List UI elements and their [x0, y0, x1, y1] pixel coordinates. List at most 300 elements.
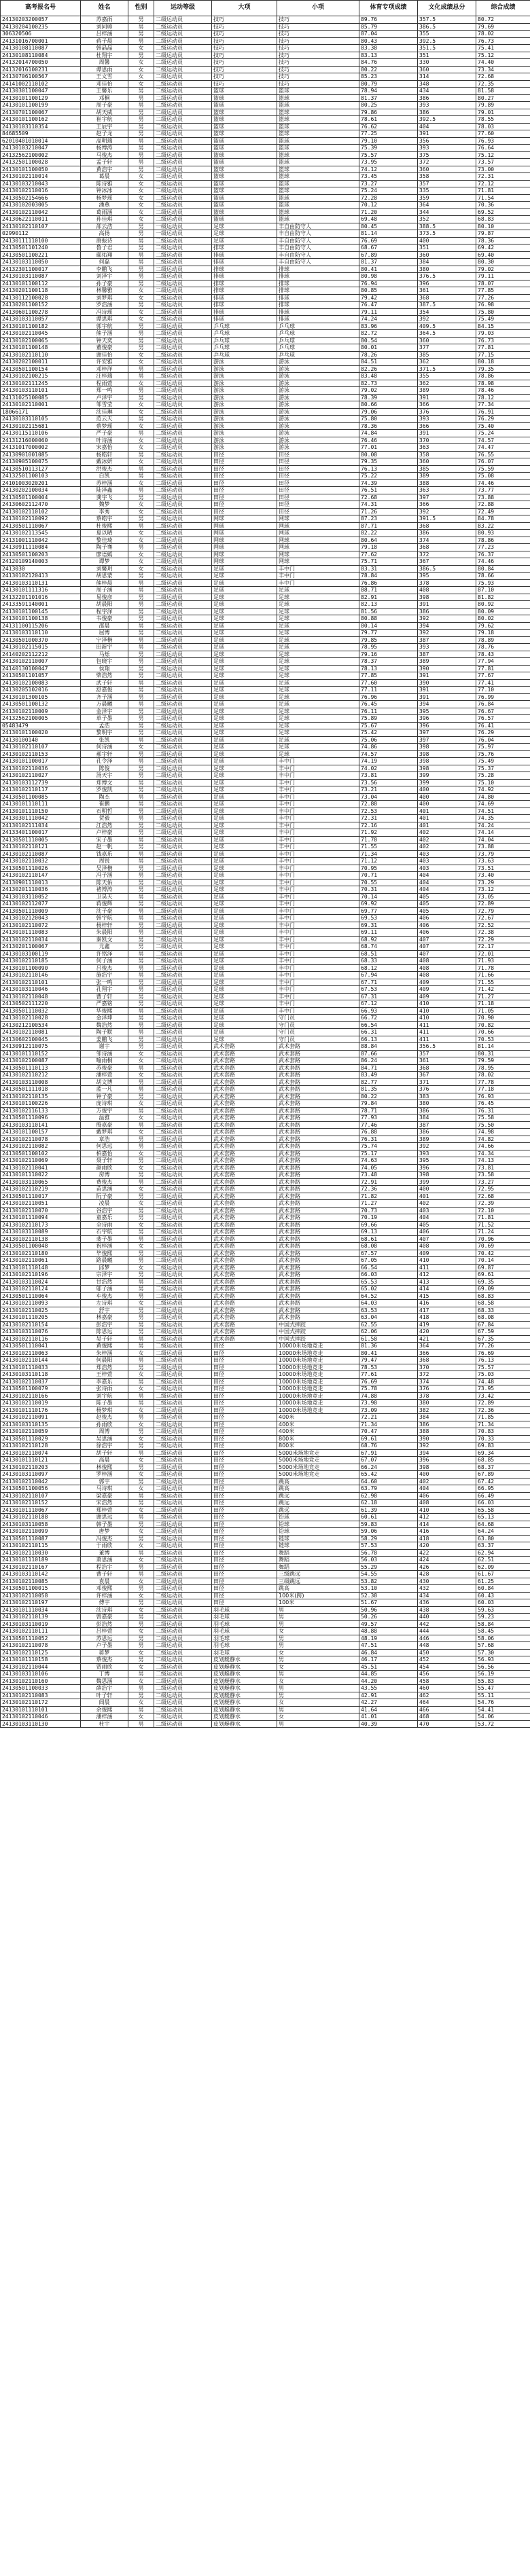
table-row — [1, 387, 530, 395]
cell-gender: 男 — [128, 622, 154, 630]
cell-name: 卢子墨 — [81, 1642, 128, 1650]
cell-sport-event: 丰中门 — [277, 1000, 359, 1008]
cell-sport-event: 田径 — [277, 458, 359, 466]
cell-sport-event: 篮球 — [277, 173, 359, 181]
cell-sport-category: 足球 — [212, 929, 277, 937]
cell-sport-category: 足球 — [212, 601, 277, 609]
cell-registration-number: 24130102110167 — [1, 1563, 81, 1571]
cell-culture-score: 397 — [418, 736, 476, 744]
cell-gender: 女 — [128, 80, 154, 88]
cell-gender: 男 — [128, 159, 154, 166]
cell-name: 李鹏飞 — [81, 266, 128, 273]
cell-sport-event: 三级跳远 — [277, 1571, 359, 1578]
cell-sport-category: 田径 — [212, 1542, 277, 1550]
cell-culture-score: 366 — [418, 422, 476, 430]
table-row — [1, 1435, 530, 1443]
cell-sport-event: 技巧 — [277, 59, 359, 67]
table-row — [1, 1500, 530, 1507]
cell-name: 费俊杰 — [81, 1178, 128, 1186]
cell-sport-event: 足球 — [277, 687, 359, 694]
cell-overall-score: 71.27 — [476, 993, 530, 1000]
cell-sport-score: 76.96 — [359, 693, 418, 701]
cell-sport-score: 78.37 — [359, 658, 418, 666]
cell-sport-category: 排球 — [212, 294, 277, 302]
cell-athlete-level: 二级运动员 — [154, 1699, 212, 1707]
cell-overall-score: 72.36 — [476, 1407, 530, 1414]
cell-gender: 女 — [128, 1628, 154, 1635]
cell-sport-score: 67.07 — [359, 1457, 418, 1464]
cell-gender: 男 — [128, 601, 154, 609]
cell-overall-score: 54.76 — [476, 1699, 530, 1707]
cell-name: 黎佳琦 — [81, 537, 128, 544]
cell-overall-score: 80.31 — [476, 1050, 530, 1057]
cell-registration-number: 24130101100162 — [1, 116, 81, 124]
cell-gender: 女 — [128, 458, 154, 466]
cell-athlete-level: 二级运动员 — [154, 573, 212, 580]
cell-overall-score: 77.67 — [476, 672, 530, 680]
cell-sport-category: 田径 — [212, 1385, 277, 1393]
cell-sport-category: 武术套路 — [212, 1221, 277, 1229]
cell-sport-category: 足球 — [212, 223, 277, 230]
cell-gender: 男 — [128, 31, 154, 38]
cell-registration-number: 24130102110058 — [1, 1592, 81, 1599]
cell-registration-number: 24130102110041 — [1, 1164, 81, 1172]
cell-sport-category: 足球 — [212, 665, 277, 672]
cell-sport-event: 网球 — [277, 558, 359, 566]
cell-name: 万俊宇 — [81, 1107, 128, 1114]
table-row — [1, 1321, 530, 1328]
table-row — [1, 159, 530, 166]
cell-sport-category: 足球 — [212, 936, 277, 943]
cell-culture-score: 392 — [418, 316, 476, 323]
cell-gender: 男 — [128, 1642, 154, 1650]
cell-sport-event: 游泳 — [277, 380, 359, 387]
cell-registration-number: 24130501110087 — [1, 1535, 81, 1542]
cell-name: 颜雨欣 — [81, 1164, 128, 1172]
cell-name: 严子豪 — [81, 430, 128, 437]
cell-overall-score: 84.15 — [476, 323, 530, 330]
cell-registration-number: 24130103110024 — [1, 1278, 81, 1286]
cell-sport-event: 游泳 — [277, 430, 359, 437]
cell-gender: 女 — [128, 59, 154, 67]
cell-sport-category: 足球 — [212, 736, 277, 744]
cell-overall-score: 70.53 — [476, 1036, 530, 1043]
table-row — [1, 187, 530, 195]
cell-sport-event: 技巧 — [277, 66, 359, 73]
cell-sport-score: 64.52 — [359, 1292, 418, 1300]
cell-sport-category: 武术套路 — [212, 1136, 277, 1143]
cell-sport-category: 足球 — [212, 915, 277, 922]
cell-overall-score: 61.25 — [476, 1578, 530, 1585]
cell-sport-score: 74.57 — [359, 750, 418, 758]
cell-registration-number: 24130102003005 — [1, 202, 81, 209]
cell-name: 童嘉乐 — [81, 1214, 128, 1222]
cell-registration-number: 24130102110037 — [1, 1378, 81, 1385]
cell-sport-event: 足球 — [277, 615, 359, 623]
cell-name: 叶子轩 — [81, 1692, 128, 1699]
table-row — [1, 1357, 530, 1364]
cell-sport-category: 游泳 — [212, 365, 277, 373]
cell-athlete-level: 二级运动员 — [154, 1129, 212, 1136]
cell-culture-score: 403 — [418, 858, 476, 865]
cell-registration-number: 24130102110082 — [1, 1143, 81, 1150]
cell-registration-number: 18066171 — [1, 408, 81, 416]
cell-registration-number: 24130501100085 — [1, 793, 81, 801]
cell-sport-event: 丰中门 — [277, 815, 359, 822]
cell-sport-score: 78.84 — [359, 573, 418, 580]
cell-athlete-level: 二级运动员 — [154, 1328, 212, 1336]
cell-gender: 女 — [128, 1150, 154, 1157]
cell-culture-score: 408 — [418, 1243, 476, 1250]
cell-sport-score: 70.14 — [359, 893, 418, 901]
cell-overall-score: 79.89 — [476, 102, 530, 109]
cell-sport-event: 武术套路 — [277, 1292, 359, 1300]
cell-registration-number: 24130103110065 — [1, 1178, 81, 1186]
cell-overall-score: 69.09 — [476, 1286, 530, 1293]
table-row — [1, 551, 530, 558]
table-row — [1, 1464, 530, 1471]
cell-overall-score: 74.46 — [476, 479, 530, 487]
cell-sport-score: 70.31 — [359, 886, 418, 894]
cell-culture-score: 409 — [418, 1250, 476, 1257]
cell-sport-score: 62.18 — [359, 1500, 418, 1507]
table-row — [1, 1093, 530, 1100]
cell-athlete-level: 二级运动员 — [154, 1599, 212, 1607]
cell-culture-score: 391 — [418, 601, 476, 609]
cell-gender: 男 — [128, 1314, 154, 1322]
cell-sport-category: 田径 — [212, 1349, 277, 1357]
cell-athlete-level: 二级运动员 — [154, 365, 212, 373]
table-row — [1, 943, 530, 951]
cell-gender: 女 — [128, 479, 154, 487]
cell-sport-score: 45.51 — [359, 1663, 418, 1671]
cell-sport-event: 排球 — [277, 266, 359, 273]
cell-gender: 女 — [128, 1592, 154, 1599]
cell-overall-score: 65.58 — [476, 1506, 530, 1514]
cell-name: 梁嘉豪 — [81, 1492, 128, 1500]
cell-sport-category: 武术套路 — [212, 1050, 277, 1057]
cell-sport-event: 武术套路 — [277, 1057, 359, 1065]
cell-sport-score: 73.04 — [359, 793, 418, 801]
table-row — [1, 858, 530, 865]
cell-sport-category: 足球 — [212, 886, 277, 894]
cell-name: 邓桐 — [81, 94, 128, 102]
cell-sport-category: 乒乓球 — [212, 344, 277, 352]
cell-name: 钟天奕 — [81, 337, 128, 344]
cell-sport-category: 田径 — [212, 1428, 277, 1436]
cell-sport-event: 丰中门 — [277, 958, 359, 965]
cell-athlete-level: 二级运动员 — [154, 1492, 212, 1500]
cell-sport-category: 游泳 — [212, 359, 277, 366]
cell-athlete-level: 二级运动员 — [154, 1535, 212, 1542]
cell-sport-category: 足球 — [212, 765, 277, 772]
cell-athlete-level: 二级运动员 — [154, 52, 212, 59]
cell-overall-score: 76.91 — [476, 408, 530, 416]
cell-sport-score: 73.95 — [359, 159, 418, 166]
cell-sport-score: 79.02 — [359, 387, 418, 395]
cell-registration-number: 24130102111034 — [1, 822, 81, 829]
cell-athlete-level: 二级运动员 — [154, 587, 212, 594]
cell-overall-score: 79.02 — [476, 266, 530, 273]
cell-registration-number: 24130501100221 — [1, 251, 81, 259]
cell-sport-score: 70.71 — [359, 872, 418, 879]
cell-athlete-level: 二级运动员 — [154, 116, 212, 124]
table-row — [1, 1314, 530, 1322]
cell-sport-event: 游泳 — [277, 373, 359, 380]
cell-sport-category: 游泳 — [212, 380, 277, 387]
cell-gender: 男 — [128, 1214, 154, 1222]
cell-athlete-level: 二级运动员 — [154, 744, 212, 751]
cell-athlete-level: 二级运动员 — [154, 1528, 212, 1536]
cell-sport-event: 100米(跨) — [277, 1592, 359, 1599]
cell-athlete-level: 一级运动员 — [154, 223, 212, 230]
cell-sport-event: 武术套路 — [277, 1193, 359, 1200]
cell-gender: 男 — [128, 879, 154, 886]
cell-registration-number: 24130102100083 — [1, 679, 81, 687]
cell-sport-event: 武术套路 — [277, 1150, 359, 1157]
cell-sport-score: 75.22 — [359, 473, 418, 480]
cell-athlete-level: 二级运动员 — [154, 579, 212, 587]
cell-registration-number: 24130102110128 — [1, 1443, 81, 1450]
cell-registration-number: 24130103210047 — [1, 145, 81, 152]
table-row — [1, 273, 530, 280]
cell-gender: 女 — [128, 1699, 154, 1707]
cell-name: 彭浩然 — [81, 1620, 128, 1628]
cell-sport-score: 72.68 — [359, 494, 418, 501]
cell-sport-score: 76.51 — [359, 487, 418, 494]
cell-overall-score: 76.29 — [476, 729, 530, 737]
cell-gender: 男 — [128, 244, 154, 252]
cell-overall-score: 69.42 — [476, 244, 530, 252]
cell-sport-event: 篮球 — [277, 202, 359, 209]
cell-sport-event: 丰中门 — [277, 979, 359, 986]
cell-sport-category: 武术套路 — [212, 1214, 277, 1222]
cell-sport-category: 田径 — [212, 451, 277, 458]
cell-sport-event: 男 — [277, 1656, 359, 1664]
cell-gender: 女 — [128, 401, 154, 409]
cell-overall-score: 56.56 — [476, 1663, 530, 1671]
cell-sport-score: 84.51 — [359, 359, 418, 366]
cell-sport-event: 篮球 — [277, 137, 359, 145]
cell-sport-score: 76.62 — [359, 123, 418, 130]
cell-name: 余俊熙 — [81, 1706, 128, 1713]
cell-gender: 男 — [128, 1015, 154, 1022]
cell-sport-category: 田径 — [212, 1571, 277, 1578]
cell-athlete-level: 二级运动员 — [154, 1435, 212, 1443]
cell-gender: 男 — [128, 615, 154, 623]
cell-overall-score: 72.79 — [476, 907, 530, 915]
cell-sport-category: 足球 — [212, 758, 277, 765]
cell-gender: 男 — [128, 986, 154, 994]
cell-registration-number: 24130102110028 — [1, 1015, 81, 1022]
cell-sport-event: 女 — [277, 1699, 359, 1707]
cell-sport-event: 排球 — [277, 316, 359, 323]
cell-sport-category: 篮球 — [212, 208, 277, 216]
cell-sport-event: 足球 — [277, 672, 359, 680]
table-row — [1, 665, 530, 672]
cell-gender: 男 — [128, 16, 154, 24]
table-row — [1, 1443, 530, 1450]
cell-sport-event: 丰中门 — [277, 936, 359, 943]
cell-sport-category: 田径 — [212, 479, 277, 487]
cell-name: 柴浩然 — [81, 672, 128, 680]
cell-gender: 女 — [128, 1557, 154, 1564]
cell-gender: 男 — [128, 465, 154, 473]
cell-athlete-level: 二级运动员 — [154, 237, 212, 244]
cell-culture-score: 410 — [418, 1015, 476, 1022]
cell-name: 孙佳琪 — [81, 216, 128, 223]
cell-sport-category: 足球 — [212, 565, 277, 573]
cell-culture-score: 404 — [418, 879, 476, 886]
cell-athlete-level: 二级运动员 — [154, 594, 212, 601]
cell-sport-event: 游泳 — [277, 394, 359, 401]
cell-athlete-level: 二级运动员 — [154, 750, 212, 758]
table-row — [1, 1214, 530, 1222]
cell-sport-score: 67.94 — [359, 972, 418, 979]
cell-sport-category: 乒乓球 — [212, 323, 277, 330]
table-row — [1, 180, 530, 187]
cell-gender: 女 — [128, 380, 154, 387]
cell-name: 刘泽宇 — [81, 273, 128, 280]
cell-gender: 男 — [128, 430, 154, 437]
cell-sport-event: 丰中门 — [277, 801, 359, 808]
cell-culture-score: 409 — [418, 979, 476, 986]
cell-gender: 男 — [128, 1121, 154, 1129]
cell-registration-number: 24130501110017 — [1, 1193, 81, 1200]
cell-registration-number: 24130103110131 — [1, 579, 81, 587]
cell-culture-score: 384 — [418, 1414, 476, 1421]
cell-gender: 男 — [128, 608, 154, 615]
cell-sport-score: 79.18 — [359, 544, 418, 551]
cell-registration-number: 24130103110019 — [1, 1620, 81, 1628]
cell-sport-event: 丰中门 — [277, 993, 359, 1000]
cell-sport-category: 足球 — [212, 822, 277, 829]
table-row — [1, 893, 530, 901]
cell-overall-score: 74.92 — [476, 786, 530, 794]
cell-athlete-level: 二级运动员 — [154, 1464, 212, 1471]
header-name: 姓名 — [81, 1, 128, 16]
cell-overall-score: 73.57 — [476, 159, 530, 166]
cell-sport-event: 排球 — [277, 280, 359, 287]
cell-gender: 男 — [128, 1292, 154, 1300]
table-row — [1, 194, 530, 202]
cell-sport-event: 男 — [277, 1635, 359, 1642]
cell-registration-number: 24130102110117 — [1, 786, 81, 794]
cell-sport-score: 80.22 — [359, 1093, 418, 1100]
cell-sport-event: 丰中门 — [277, 808, 359, 815]
cell-gender: 女 — [128, 1528, 154, 1536]
cell-sport-score: 81.37 — [359, 259, 418, 266]
table-row — [1, 1057, 530, 1065]
cell-overall-score: 71.34 — [476, 1421, 530, 1428]
cell-culture-score: 416 — [418, 1300, 476, 1307]
cell-sport-score: 80.98 — [359, 273, 418, 280]
cell-athlete-level: 二级运动员 — [154, 786, 212, 794]
cell-sport-score: 79.85 — [359, 636, 418, 644]
cell-name: 吴思涵 — [81, 1435, 128, 1443]
cell-overall-score: 80.09 — [476, 608, 530, 615]
cell-athlete-level: 二级运动员 — [154, 1221, 212, 1229]
cell-gender: 男 — [128, 37, 154, 45]
cell-name: 蔡梦瑶 — [81, 422, 128, 430]
cell-gender: 男 — [128, 1571, 154, 1578]
cell-sport-category: 田径 — [212, 465, 277, 473]
cell-culture-score: 402 — [418, 836, 476, 843]
cell-registration-number: 24130101111316 — [1, 587, 81, 594]
cell-name: 凌晨 — [81, 1200, 128, 1208]
cell-name: 吴泽楷 — [81, 865, 128, 872]
table-row — [1, 1193, 530, 1200]
cell-registration-number: 24130101100226 — [1, 1100, 81, 1108]
cell-registration-number: 24132201101016 — [1, 594, 81, 601]
cell-athlete-level: 二级运动员 — [154, 958, 212, 965]
cell-athlete-level: 二级运动员 — [154, 1385, 212, 1393]
cell-gender: 女 — [128, 1164, 154, 1172]
cell-overall-score: 71.78 — [476, 964, 530, 972]
cell-culture-score: 406 — [418, 929, 476, 937]
table-row — [1, 66, 530, 73]
cell-athlete-level: 二级运动员 — [154, 872, 212, 879]
cell-sport-event: 5000米场地竞走 — [277, 1457, 359, 1464]
cell-gender: 女 — [128, 194, 154, 202]
cell-sport-score: 82.13 — [359, 601, 418, 609]
cell-sport-category: 游泳 — [212, 394, 277, 401]
table-row — [1, 208, 530, 216]
cell-registration-number: 24130101110083 — [1, 929, 81, 937]
cell-culture-score: 422 — [418, 1549, 476, 1557]
table-row — [1, 1349, 530, 1357]
cell-athlete-level: 二级运动员 — [154, 693, 212, 701]
cell-athlete-level: 二级运动员 — [154, 565, 212, 573]
cell-sport-score: 71.55 — [359, 843, 418, 851]
table-row — [1, 380, 530, 387]
cell-sport-score: 66.54 — [359, 1021, 418, 1029]
cell-gender: 男 — [128, 1585, 154, 1593]
cell-sport-category: 篮球 — [212, 187, 277, 195]
cell-culture-score: 367 — [418, 1072, 476, 1079]
cell-athlete-level: 二级运动员 — [154, 615, 212, 623]
cell-name: 高明瑞 — [81, 137, 128, 145]
cell-culture-score: 393 — [418, 1150, 476, 1157]
cell-gender: 男 — [128, 1335, 154, 1343]
cell-sport-score: 56.78 — [359, 1549, 418, 1557]
cell-gender: 男 — [128, 487, 154, 494]
cell-athlete-level: 二级运动员 — [154, 1036, 212, 1043]
table-row — [1, 1528, 530, 1536]
cell-culture-score: 386.5 — [418, 565, 476, 573]
cell-name: 谭思琪 — [81, 316, 128, 323]
cell-culture-score: 386 — [418, 530, 476, 537]
cell-sport-score: 68.51 — [359, 950, 418, 958]
cell-sport-score: 74.88 — [359, 1392, 418, 1400]
cell-sport-score: 80.64 — [359, 537, 418, 544]
cell-overall-score: 76.37 — [476, 551, 530, 558]
cell-sport-event: 丰自由防守人 — [277, 230, 359, 238]
cell-sport-category: 技巧 — [212, 66, 277, 73]
cell-athlete-level: 二级运动员 — [154, 922, 212, 929]
cell-name: 胡天威 — [81, 109, 128, 116]
cell-sport-event: 丰中门 — [277, 793, 359, 801]
cell-registration-number: 24130102110044 — [1, 1663, 81, 1671]
cell-overall-score: 77.85 — [476, 287, 530, 295]
table-row — [1, 615, 530, 623]
table-row — [1, 1407, 530, 1414]
cell-sport-event: 丰中门 — [277, 843, 359, 851]
cell-sport-event: 武术套路 — [277, 1100, 359, 1108]
cell-athlete-level: 二级运动员 — [154, 323, 212, 330]
cell-sport-score: 73.09 — [359, 1407, 418, 1414]
cell-sport-category: 田径 — [212, 1449, 277, 1457]
